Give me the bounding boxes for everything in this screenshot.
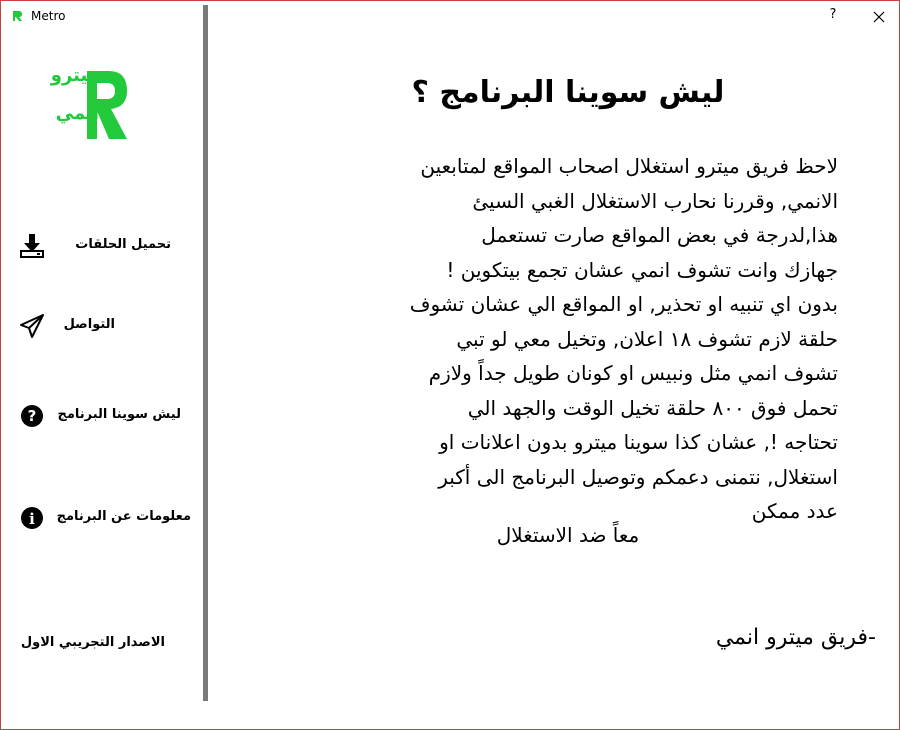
sidebar-item-label: تحميل الحلقات (75, 237, 171, 252)
paragraph-line: تحمل فوق ٨٠٠ حلقة تخيل الوقت والجهد الي (467, 395, 838, 420)
send-icon (19, 313, 45, 339)
closing-slogan: معاً ضد الاستغلال (496, 523, 640, 547)
close-icon[interactable] (867, 5, 891, 29)
info-icon (19, 505, 45, 531)
paragraph-line: استغلال, نتمنى دعمكم وتوصيل البرنامج الى أكبر (438, 464, 838, 489)
help-button[interactable]: ? (829, 7, 837, 22)
logo-text-line1: ميترو (50, 65, 99, 86)
sidebar-item-label: التواصل (63, 317, 115, 332)
download-icon (19, 233, 45, 259)
paragraph-line: الانمي, وقررنا نحارب الاستغلال الغبي السيئ (472, 188, 838, 213)
paragraph-line: هذا,لدرجة في بعض المواقع صارت تستعمل (481, 223, 838, 247)
svg-text:i: i (29, 510, 35, 528)
paragraph-line: تحتاجه !, عشان كذا سوينا ميترو بدون اعلانات او (439, 430, 838, 454)
main-content (208, 31, 899, 729)
paragraph-line: حلقة لازم تشوف ١٨ اعلان, وتخيل معي لو تبي (456, 326, 838, 351)
logo-text-line2: انمي (55, 103, 99, 124)
paragraph-line: تشوف انمي مثل ونبيس او كونان طويل جداً ولازم (428, 361, 838, 385)
sidebar-item-about[interactable] (15, 503, 195, 533)
version-label: الاصدار التجريبي الاول (20, 635, 165, 650)
about-paragraph (302, 149, 838, 529)
sidebar (1, 31, 203, 730)
window-title: Metro (31, 9, 66, 23)
sidebar-item-label: معلومات عن البرنامج (56, 509, 191, 524)
team-signature: -فريق ميترو انمي (715, 625, 876, 650)
paragraph-line: بدون اي تنبيه او تحذير, او المواقع الي عشان تشوف (409, 292, 838, 316)
question-icon (19, 403, 45, 429)
paragraph-line: لاحظ فريق ميترو استغلال اصحاب المواقع لمتابعين (420, 154, 838, 178)
paragraph-line: جهازك وانت تشوف انمي عشان تجمع بيتكوين ! (446, 257, 838, 282)
title-bar[interactable] (1, 1, 899, 31)
sidebar-item-label: ليش سوينا البرنامج (57, 407, 181, 422)
svg-text:?: ? (27, 407, 37, 425)
sidebar-item-download-episodes[interactable] (15, 231, 195, 261)
page-title: ليش سوينا البرنامج ؟ (411, 75, 725, 110)
sidebar-item-why-program[interactable] (15, 401, 195, 431)
paragraph-line: عدد ممكن (751, 499, 838, 523)
app-logo (47, 67, 129, 141)
metro-app-icon (11, 10, 23, 22)
sidebar-item-contact[interactable] (15, 311, 195, 341)
